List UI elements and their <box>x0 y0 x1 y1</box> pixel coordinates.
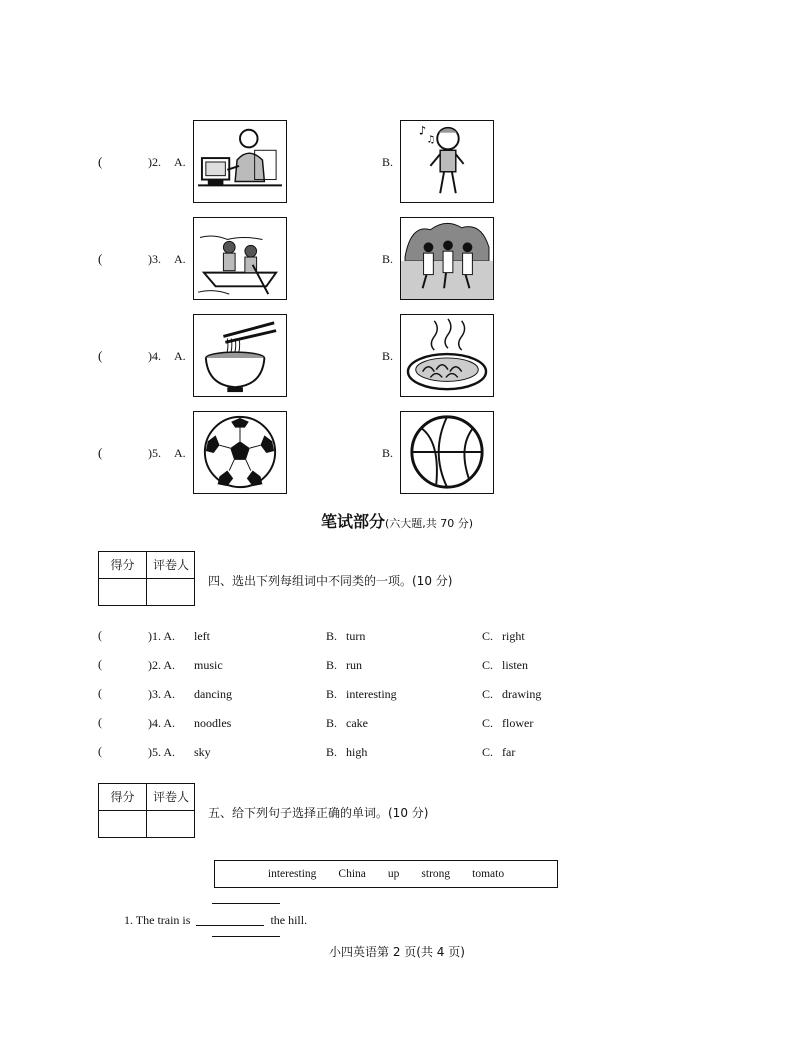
option-b-label: B. <box>326 687 338 701</box>
answer-paren: ( <box>98 657 102 671</box>
writing-guide-line <box>212 936 280 937</box>
question-number: )3. <box>148 252 161 266</box>
word-bank-item: tomato <box>472 868 505 880</box>
word-bank <box>214 860 558 888</box>
question-number: )3. A. <box>148 687 175 701</box>
rowing-boat-icon <box>193 217 287 300</box>
score-label: 得分 <box>99 784 147 811</box>
option-b-word: interesting <box>346 687 397 701</box>
answer-paren: ( <box>98 744 102 758</box>
option-b-label: B. <box>326 716 338 730</box>
sentence-end: the hill. <box>270 913 308 927</box>
fill-sentence-1 <box>124 913 307 928</box>
option-c-label: C. <box>482 745 494 759</box>
option-b-label: B. <box>326 745 338 759</box>
answer-paren: ( <box>98 686 102 700</box>
computer-user-icon <box>193 120 287 203</box>
grader-cell <box>147 579 195 606</box>
section-title <box>0 509 794 532</box>
option-b-label: B. <box>382 349 394 363</box>
option-a-word: dancing <box>194 687 232 701</box>
answer-paren: ( <box>98 445 103 460</box>
question-number: )2. <box>148 155 161 169</box>
option-a-label: A. <box>174 349 186 363</box>
score-box <box>98 783 195 838</box>
word-bank-item: strong <box>421 868 451 880</box>
answer-paren: ( <box>98 348 103 363</box>
grader-label: 评卷人 <box>147 784 195 811</box>
option-b-label: B. <box>326 629 338 643</box>
answer-paren: ( <box>98 251 103 266</box>
option-c-label: C. <box>482 658 494 672</box>
option-b-label: B. <box>326 658 338 672</box>
option-c-word: right <box>502 629 525 643</box>
section-title-main: 笔试部分 <box>320 512 385 531</box>
option-a-label: A. <box>174 446 186 460</box>
writing-guide-line <box>212 903 280 904</box>
section-title-sub: (六大题,共 70 分) <box>384 517 474 530</box>
part4-instruction: 四、选出下列每组词中不同类的一项。(10 分) <box>208 574 453 588</box>
grader-cell <box>147 811 195 838</box>
singing-boy-icon <box>400 120 494 203</box>
page-footer: 小四英语第 2 页(共 4 页) <box>329 945 465 959</box>
option-b-word: turn <box>346 629 366 643</box>
score-box <box>98 551 195 606</box>
score-cell <box>99 811 147 838</box>
option-b-word: run <box>346 658 362 672</box>
option-b-word: high <box>346 745 368 759</box>
question-number: )4. A. <box>148 716 175 730</box>
option-a-word: sky <box>194 745 211 759</box>
word-bank-item: China <box>338 868 366 880</box>
option-b-label: B. <box>382 155 394 169</box>
word-bank-item: up <box>387 868 400 880</box>
sentence-start: 1. The train is <box>124 913 191 927</box>
question-number: )5. <box>148 446 161 460</box>
option-b-label: B. <box>382 446 394 460</box>
option-b-word: cake <box>346 716 368 730</box>
option-c-label: C. <box>482 687 494 701</box>
question-number: )1. A. <box>148 629 175 643</box>
option-a-word: music <box>194 658 223 672</box>
option-c-label: C. <box>482 716 494 730</box>
option-a-word: noodles <box>194 716 232 730</box>
option-a-word: left <box>194 629 210 643</box>
answer-paren: ( <box>98 715 102 729</box>
option-a-label: A. <box>174 252 186 266</box>
option-c-word: drawing <box>502 687 542 701</box>
dancing-people-icon <box>400 217 494 300</box>
score-cell <box>99 579 147 606</box>
option-c-word: flower <box>502 716 534 730</box>
option-c-word: far <box>502 745 516 759</box>
option-a-label: A. <box>174 155 186 169</box>
dumplings-plate-icon <box>400 314 494 397</box>
question-number: )2. A. <box>148 658 175 672</box>
grader-label: 评卷人 <box>147 552 195 579</box>
svg-text:♫: ♫ <box>426 134 436 146</box>
question-number: )4. <box>148 349 161 363</box>
word-bank-item: interesting <box>267 868 317 880</box>
question-number: )5. A. <box>148 745 175 759</box>
part5-instruction: 五、给下列句子选择正确的单词。(10 分) <box>208 806 429 820</box>
score-label: 得分 <box>99 552 147 579</box>
soccer-ball-icon <box>193 411 287 494</box>
svg-text:♪: ♪ <box>418 123 427 138</box>
answer-paren: ( <box>98 154 103 169</box>
option-c-label: C. <box>482 629 494 643</box>
answer-paren: ( <box>98 628 102 642</box>
option-c-word: listen <box>502 658 528 672</box>
basketball-icon <box>400 411 494 494</box>
option-b-label: B. <box>382 252 394 266</box>
noodles-bowl-icon <box>193 314 287 397</box>
answer-blank[interactable] <box>196 925 264 926</box>
